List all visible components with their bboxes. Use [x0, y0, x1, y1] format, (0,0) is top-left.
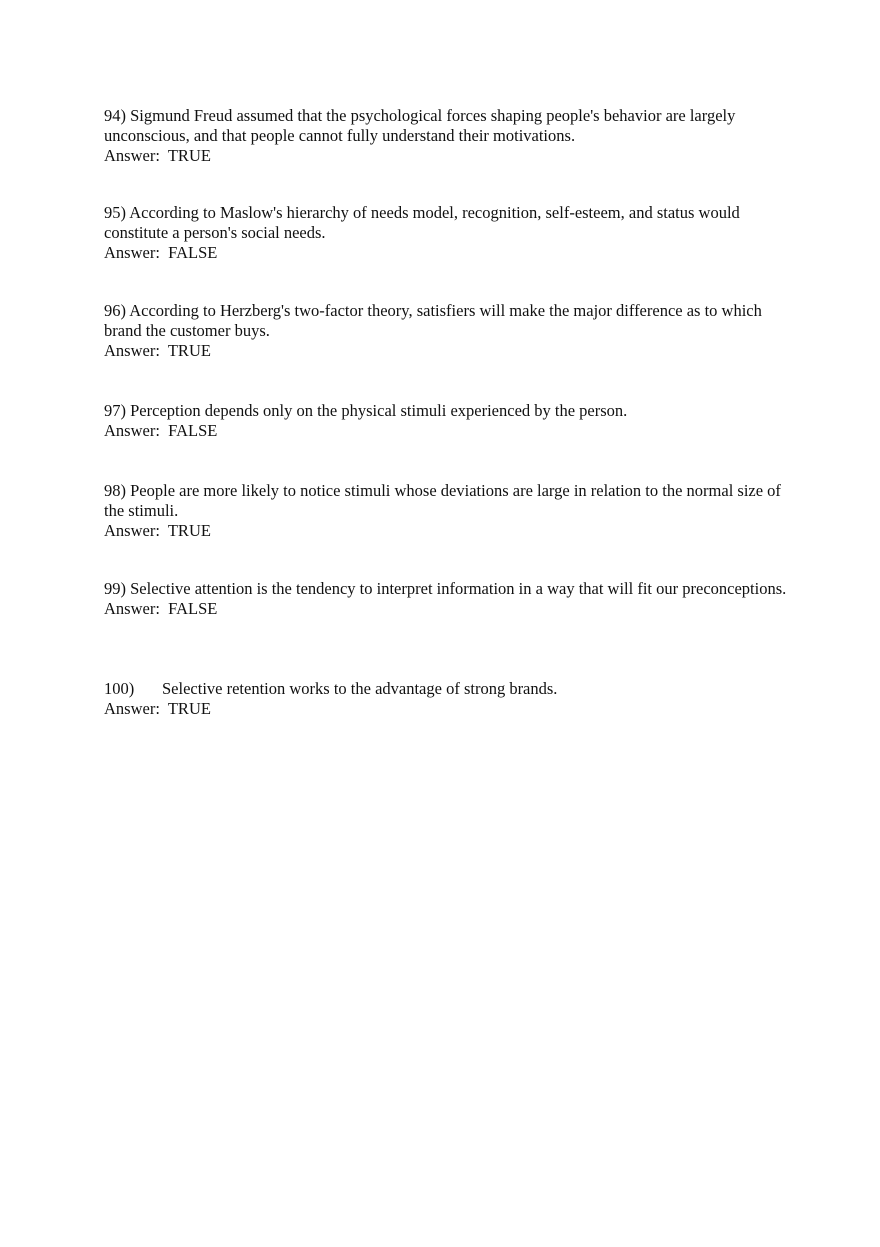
answer-line: Answer: FALSE: [104, 243, 218, 262]
answer-line: Answer: FALSE: [104, 421, 218, 440]
question-95: [104, 203, 794, 263]
question-text: [104, 401, 794, 421]
answer-line: Answer: TRUE: [104, 341, 211, 360]
question-text: [104, 679, 794, 699]
question-body: According to Herzberg's two-factor theory, satisfiers will make the major difference as to which brand the customer buys.: [104, 301, 762, 340]
question-number: 95): [104, 203, 126, 222]
question-body: People are more likely to notice stimuli whose deviations are large in relation to the normal size of the stimuli.: [104, 481, 781, 520]
question-body: Selective retention works to the advantage of strong brands.: [162, 679, 558, 698]
answer-line: Answer: TRUE: [104, 521, 211, 540]
question-body: Sigmund Freud assumed that the psychological forces shaping people's behavior are largely unconscious, and that people cannot fully understand their motivations.: [104, 106, 736, 145]
question-98: [104, 481, 794, 541]
question-97: [104, 401, 794, 441]
question-body: Perception depends only on the physical stimuli experienced by the person.: [130, 401, 628, 420]
question-number: 100): [104, 679, 135, 698]
question-94: [104, 106, 794, 166]
answer-line: Answer: TRUE: [104, 146, 211, 165]
question-text: [104, 481, 794, 521]
question-number: 96): [104, 301, 126, 320]
question-text: [104, 106, 794, 146]
answer-line: Answer: TRUE: [104, 699, 211, 718]
question-text: [104, 203, 794, 243]
question-text: [104, 579, 794, 599]
question-number: 94): [104, 106, 126, 125]
question-99: [104, 579, 794, 619]
question-number: 99): [104, 579, 126, 598]
question-number: 97): [104, 401, 126, 420]
question-text: [104, 301, 794, 341]
answer-line: Answer: FALSE: [104, 599, 218, 618]
question-body: According to Maslow's hierarchy of needs model, recognition, self-esteem, and status would constitute a person's social needs.: [104, 203, 740, 242]
question-number: 98): [104, 481, 126, 500]
question-100: [104, 679, 794, 719]
question-body: Selective attention is the tendency to interpret information in a way that will fit our preconceptions.: [130, 579, 787, 598]
question-96: [104, 301, 794, 361]
